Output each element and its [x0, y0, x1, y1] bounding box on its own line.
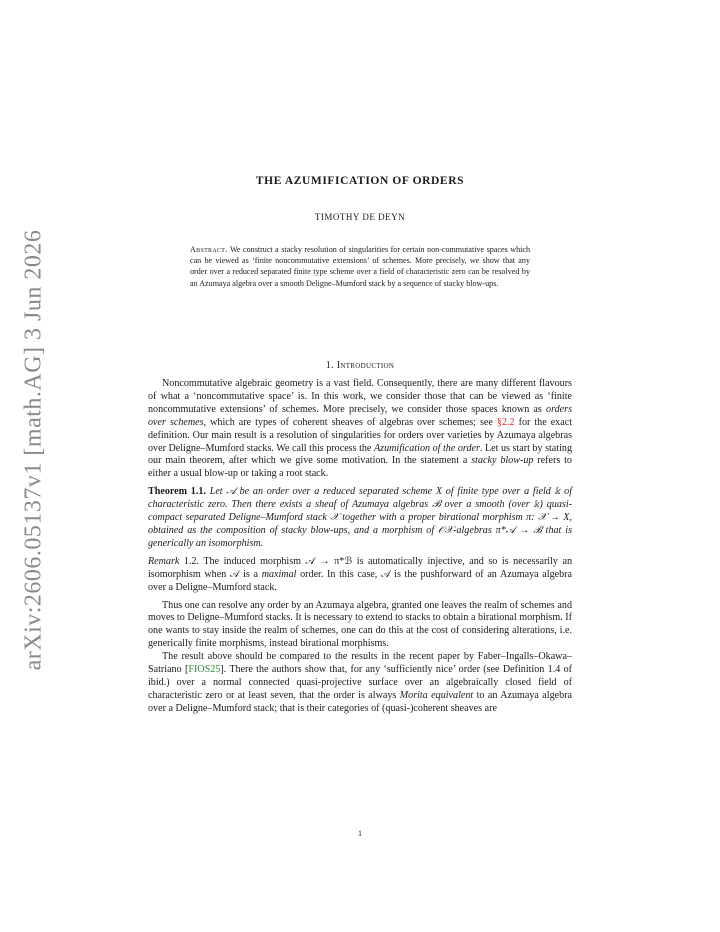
arxiv-sidebar-stamp: [16, 229, 52, 671]
remark-emphasis: maximal: [261, 568, 297, 580]
citation-link[interactable]: FIOS25: [188, 664, 221, 676]
remark-text-2: order. In this case, 𝒜 is the pushforward of an Azumaya algebra over a Deligne–Mumford stack.: [148, 568, 572, 593]
remark-block: [148, 556, 572, 595]
paragraph-3-emphasis: Morita equivalent: [399, 689, 474, 701]
section-number: 1.: [325, 360, 334, 371]
paragraph-3: [148, 651, 572, 716]
page-number: 1: [358, 829, 362, 838]
abstract: [190, 244, 530, 289]
intro-text-3: for the exact definition. Our main result is a resolution of singularities for orders over varieties by Azumaya algebras over Deligne–Mumford stacks. We call this process the: [148, 416, 572, 454]
abstract-text: We construct a stacky resolution of singularities for certain non-commutative spaces which can be viewed as ‘finite noncommutative extensions’ of schemes. More precisely, we show that any order over a reduced separated finite type scheme over a field of characteristic zero can be resolved by an Azumaya algebra over a smooth Deligne–Mumford stack by a sequence of stacky blow-ups.: [190, 245, 530, 288]
body-text: [148, 378, 572, 721]
intro-text-1: Noncommutative algebraic geometry is a vast field. Consequently, there are many different flavours of what a ‘noncommutative space’ is. In this work, we consider those that can be viewed as ‘finite noncommutative extensions’ of schemes. More precisely, we consider those spaces known as: [148, 378, 572, 415]
remark-number: 1.2.: [183, 555, 200, 567]
theorem-statement: Let 𝒜 be an order over a reduced separated scheme X of finite type over a field 𝕜 of characteristic zero. Then there exists a sheaf of Azumaya algebras ℬ over a smooth (over 𝕜) quasi-compact separated Deligne–Mumford stack 𝒳 together with a proper birational morphism π: 𝒳 → X, obtained as the composition of stacky blow-ups, and a morphism of 𝒪𝒳-algebras π*𝒜 → ℬ that is generically an isomorphism.: [148, 486, 572, 549]
paragraph-3-text-2: ]. There the authors show that, for any ‘sufficiently nice’ order (see Definition 1.4 of ibid.) over a normal connected quasi-projective surface over an algebraically closed field of characteristic zero or at least seven, that the order is always: [148, 664, 572, 701]
theorem-block: [148, 486, 572, 551]
intro-paragraph: [148, 378, 572, 481]
intro-emphasis-3: stacky blow-up: [471, 455, 534, 467]
remark-text-1: The induced morphism 𝒜 → π*ℬ is automatically injective, and so is necessarily an isomorphism when 𝒜 is a: [148, 555, 572, 580]
theorem-head: Theorem 1.1.: [148, 486, 206, 498]
intro-text-5: refers to either a usual blow-up or taking a root stack.: [148, 455, 572, 480]
intro-emphasis-1: orders over schemes: [148, 403, 572, 428]
intro-emphasis-2: Azumification of the order: [373, 442, 480, 454]
section-title: Introduction: [336, 360, 395, 371]
arxiv-identifier: arXiv:2606.05137v1 [math.AG] 3 Jun 2026: [20, 229, 47, 671]
remark-head: Remark: [148, 555, 180, 567]
paper-author: TIMOTHY DE DEYN: [314, 212, 406, 222]
paragraph-2: Thus one can resolve any order by an Azumaya algebra, granted one leaves the realm of schemes and moves to Deligne–Mumford stacks. It is necessary to extend to stacks to obtain a birational morphism. If one wants to stay inside the realm of schemes, one can do this at the cost of considering alterations, i.e. generically finite morphisms, instead birational morphisms.: [148, 599, 572, 650]
paragraph-3-text-3: to an Azumaya algebra over a Deligne–Mumford stack; that is their categories of (quasi-)coherent sheaves are: [148, 689, 572, 714]
intro-text-2: , which are types of coherent sheaves of algebras over schemes; see: [203, 416, 497, 428]
paragraph-3-text-1: The result above should be compared to the results in the recent paper by Faber–Ingalls–Okawa–Satriano [: [148, 651, 572, 676]
intro-text-4: . Let us start by stating our main theorem, after which we give some motivation. In the statement a: [148, 442, 572, 467]
abstract-label: Abstract.: [190, 245, 228, 254]
section-link[interactable]: §2.2: [496, 416, 515, 428]
paper-title: THE AZUMIFICATION OF ORDERS: [255, 175, 465, 187]
section-heading: [0, 360, 720, 371]
